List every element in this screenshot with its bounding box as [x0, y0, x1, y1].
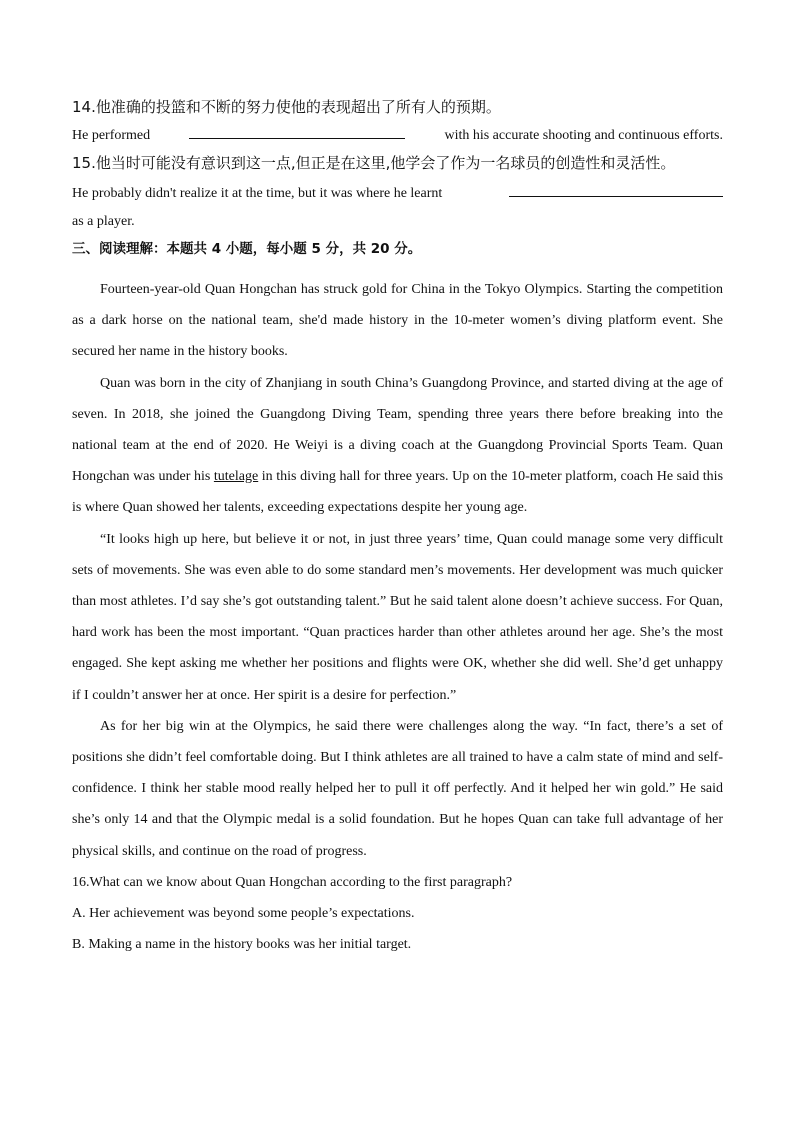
passage-paragraph-3: “It looks high up here, but believe it or not, in just three years’ time, Quan could manage some very difficult sets of movements. She was even able to do some standard men’s movements. Her development was much quicker than most athletes. I’d say she’s got outstanding talent.” But he said talent alone doesn’t achieve success. For Quan, hard work has been the most important. “Quan practices harder than other athletes around her age. She’s the most engaged. She kept asking me whether her positions and flights were OK, whether she did well. She’d get unhappy if I couldn’t answer her at once. Her spirit is a desire for perfection.”	[72, 531, 723, 703]
q15-answer-blank[interactable]	[509, 182, 723, 197]
q14-text-before: He performed	[72, 128, 151, 143]
passage-paragraph-1: Fourteen-year-old Quan Hongchan has struck gold for China in the Tokyo Olympics. Starting the competition as a dark horse on the national team, she'd made history in the 10-meter women’s diving platform event. She secured her name in the history books.	[72, 282, 723, 360]
underlined-word-tutelage: tutelage	[213, 469, 259, 485]
q14-english-sentence	[72, 124, 723, 146]
q15-chinese-prompt: 15.他当时可能没有意识到这一点,但正是在这里,他学会了作为一名球员的创造性和灵活性。	[72, 154, 676, 172]
reading-passage	[72, 274, 723, 867]
exam-page	[72, 92, 723, 960]
q14-answer-blank[interactable]	[189, 124, 405, 139]
q16-option-b[interactable]: B. Making a name in the history books was her initial target.	[72, 937, 412, 953]
q16-stem: 16.What can we know about Quan Hongchan according to the first paragraph?	[72, 874, 513, 890]
passage-paragraph-4: As for her big win at the Olympics, he said there were challenges along the way. “In fact, there’s a set of positions she didn’t feel comfortable doing. But I think athletes are all trained to have a calm state of mind and self-confidence. I think her stable mood really helped her to pull it off perfectly. And it helped her win gold.” He said she’s only 14 and that the Olympic medal is a solid foundation. But he hopes Quan can take full advantage of her physical skills, and continue on the road of progress.	[72, 718, 723, 859]
q14-chinese-prompt: 14.他准确的投篮和不断的努力使他的表现超出了所有人的预期。	[72, 98, 501, 116]
q14-text-after: with his accurate shooting and continuous efforts.	[444, 128, 723, 143]
p2-text-before: Quan was born in the city of Zhanjiang in south China’s Guangdong Province, and started diving at the age of seven. In 2018, she joined the Guangdong Diving Team, spending three years there before breaking into the national team at the end of 2020. He Weiyi is a diving coach at the Guangdong Provincial Sports Team. Quan Hongchan was under his	[72, 375, 723, 485]
passage-paragraph-2	[72, 368, 723, 524]
q15-english-sentence	[72, 182, 723, 204]
section-heading: 三、阅读理解：本题共 4 小题，每小题 5 分，共 20 分。	[72, 241, 422, 257]
q16-option-a[interactable]: A. Her achievement was beyond some people’s expectations.	[72, 906, 415, 922]
q15-text-line2: as a player.	[72, 214, 135, 229]
p2-text-after: in this diving hall for three years. Up on the 10-meter platform, coach He said this is where Quan showed her talents, exceeding expectations despite her young age.	[72, 469, 724, 516]
q15-text-before: He probably didn't realize it at the time, but it was where he learnt	[72, 186, 443, 201]
